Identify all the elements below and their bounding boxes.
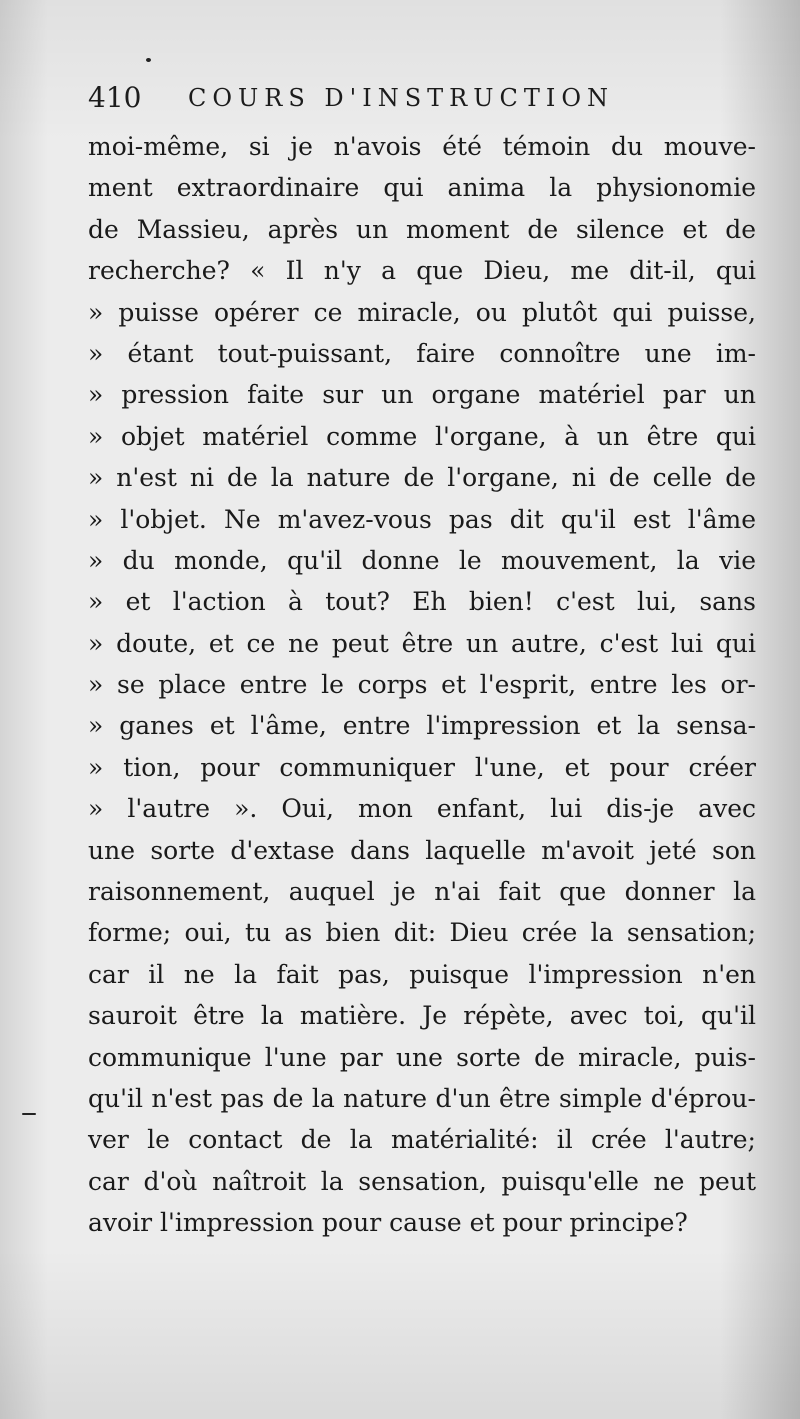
text-line: » puisse opérer ce miracle, ou plutôt qui puisse, — [88, 297, 756, 327]
text-line: recherche? « Il n'y a que Dieu, me dit-il, qui — [88, 256, 756, 286]
text-line: » se place entre le corps et l'esprit, entre les or- — [88, 670, 756, 700]
text-line: car d'où naîtroit la sensation, puisqu'elle ne peut — [88, 1166, 756, 1196]
text-line: moi-même, si je n'avois été témoin du mouve- — [88, 132, 756, 161]
text-line: » ganes et l'âme, entre l'impression et la sensa- — [88, 711, 756, 741]
text-line: » l'objet. Ne m'avez-vous pas dit qu'il est l'âme — [88, 504, 756, 534]
text-line: » étant tout-puissant, faire connoître une im- — [88, 338, 756, 368]
running-title: COURS D'INSTRUCTION — [188, 84, 614, 112]
text-line: de Massieu, après un moment de silence et de — [88, 214, 756, 244]
text-line: communique l'une par une sorte de miracle, puis- — [88, 1042, 756, 1072]
text-line: » l'autre ». Oui, mon enfant, lui dis-je avec — [88, 794, 756, 824]
text-line: » et l'action à tout? Eh bien! c'est lui, sans — [88, 587, 756, 617]
text-line: avoir l'impression pour cause et pour principe? — [88, 1208, 688, 1238]
text-line: » tion, pour communiquer l'une, et pour créer — [88, 752, 756, 782]
text-line: » doute, et ce ne peut être un autre, c'est lui qui — [88, 628, 756, 658]
text-line: une sorte d'extase dans laquelle m'avoit jeté son — [88, 835, 756, 865]
page-number: 410 — [88, 81, 142, 114]
text-line: sauroit être la matière. Je répète, avec toi, qu'il — [88, 1001, 756, 1031]
text-line: qu'il n'est pas de la nature d'un être simple d'éprou- — [88, 1083, 756, 1113]
text-line: » du monde, qu'il donne le mouvement, la vie — [88, 545, 756, 575]
text-line: » n'est ni de la nature de l'organe, ni de celle de — [88, 463, 756, 493]
text-line: » pression faite sur un organe matériel par un — [88, 380, 756, 410]
text-line: » objet matériel comme l'organe, à un être qui — [88, 421, 756, 451]
running-head — [88, 78, 688, 118]
ink-speck — [22, 1113, 36, 1115]
text-line: ver le contact de la matérialité: il crée l'autre; — [88, 1125, 756, 1155]
body-text — [88, 126, 756, 1244]
text-line: forme; oui, tu as bien dit: Dieu crée la sensation; — [88, 918, 756, 948]
text-line: ment extraordinaire qui anima la physionomie — [88, 173, 756, 203]
text-line: raisonnement, auquel je n'ai fait que donner la — [88, 877, 756, 907]
text-line: car il ne la fait pas, puisque l'impression n'en — [88, 959, 756, 989]
ink-speck — [146, 58, 151, 62]
